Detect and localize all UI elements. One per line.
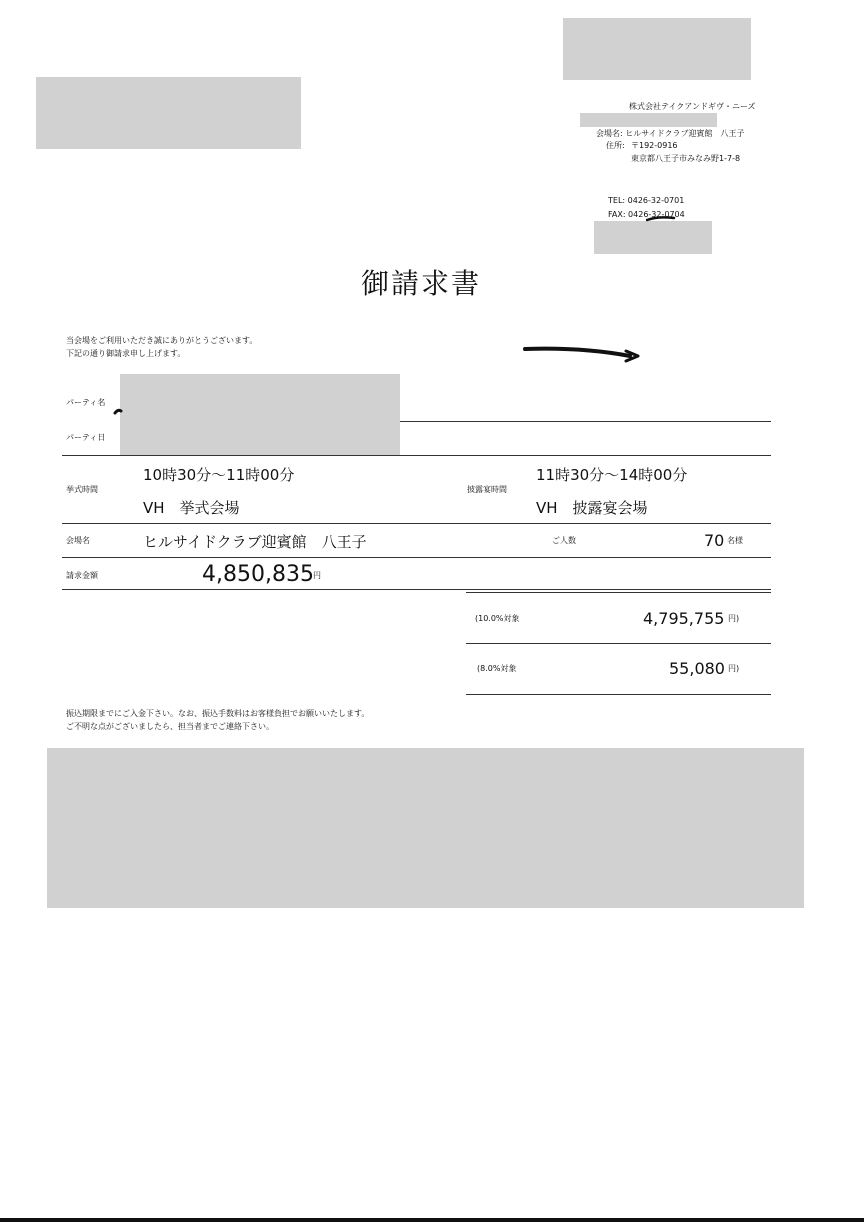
page-bottom-border (0, 1218, 864, 1222)
venue-label: 会場名 (66, 536, 90, 545)
company-address: 東京都八王子市みなみ野1-7-8 (631, 154, 741, 163)
invoice-amount: 4,850,835 (202, 562, 314, 587)
amount-label: 請求金額 (66, 571, 98, 580)
company-fax: FAX: 0426-32-0704 (608, 210, 685, 219)
redacted-block-top-right (563, 18, 751, 80)
guests-unit: 名様 (727, 536, 743, 545)
rule-amount-2 (466, 592, 771, 593)
redacted-block-party (120, 374, 400, 456)
rule-party-date (62, 455, 771, 456)
tax-8-value: 55,080 (669, 659, 725, 678)
redacted-block-bottom (47, 748, 804, 908)
tax-10-unit: 円) (728, 614, 740, 623)
company-name: 株式会社テイクアンドギヴ・ニーズ (629, 102, 756, 111)
guests-label: ご人数 (552, 536, 576, 545)
venue-name: ヒルサイドクラブ迎賓館 八王子 (143, 533, 367, 551)
tax-8-label: (8.0%対象 (477, 664, 517, 673)
rule-amount-1 (62, 589, 771, 590)
party-date-label: パーティ日 (66, 433, 106, 442)
party-name-label: パーティ名 (66, 398, 106, 407)
redacted-block-recipient (36, 77, 301, 149)
company-venue: 会場名: ヒルサイドクラブ迎賓館 八王子 (596, 129, 745, 138)
pen-arrow-mark (522, 342, 642, 364)
intro-line-2: 下記の通り御請求申し上げます。 (66, 349, 186, 358)
redacted-block-contact (594, 221, 712, 254)
ceremony-time: 10時30分～11時00分 (143, 466, 295, 484)
company-tel: TEL: 0426-32-0701 (608, 196, 685, 205)
tax-8-unit: 円) (728, 664, 740, 673)
address-label: 住所: (606, 141, 625, 150)
intro-line-1: 当会場をご利用いただき誠にありがとうございます。 (66, 336, 258, 345)
pen-stroke-fax (646, 214, 676, 222)
rule-times (62, 523, 771, 524)
rule-tax-8 (466, 694, 771, 695)
rule-venue (62, 557, 771, 558)
ceremony-place: VH 挙式会場 (143, 499, 240, 517)
redacted-block-company-line (580, 113, 717, 127)
tax-10-label: (10.0%対象 (475, 614, 520, 623)
reception-place: VH 披露宴会場 (536, 499, 648, 517)
ceremony-time-label: 挙式時間 (66, 485, 98, 494)
document-title: 御請求書 (361, 267, 482, 300)
reception-time: 11時30分～14時00分 (536, 466, 688, 484)
tax-10-value: 4,795,755 (643, 609, 725, 628)
rule-tax-10 (466, 643, 771, 644)
pen-dot (113, 406, 123, 416)
reception-time-label: 披露宴時間 (467, 485, 507, 494)
footer-line-1: 振込期限までにご入金下さい。なお、振込手数料はお客様負担でお願いいたします。 (66, 709, 370, 718)
postal-code: 〒192-0916 (631, 141, 678, 150)
amount-unit: 円 (313, 571, 321, 580)
footer-line-2: ご不明な点がございましたら、担当者までご連絡下さい。 (66, 722, 274, 731)
guests-count: 70 (704, 531, 725, 550)
rule-party-name (400, 421, 771, 422)
